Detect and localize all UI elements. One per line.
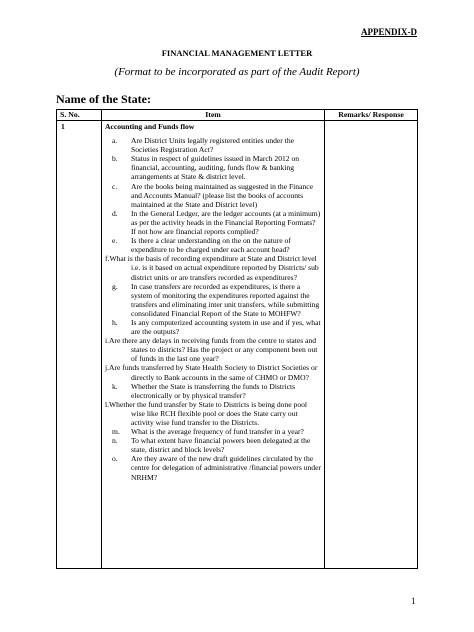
- financial-management-table: [56, 109, 418, 569]
- table-row: [57, 121, 418, 569]
- state-name-label: Name of the State:: [56, 92, 151, 106]
- question-item: [105, 382, 321, 400]
- question-text: What is the average frequency of fund transfer in a year?: [131, 427, 304, 437]
- question-label: h.: [112, 317, 118, 327]
- question-item: [105, 363, 321, 381]
- question-item: [105, 254, 321, 281]
- question-text: Are District Units legally registered entities under the Societies Registration Act?: [131, 136, 295, 155]
- table-header-row: [57, 110, 418, 121]
- question-text: Are there any delays in receiving funds from the centre to states and states to districts? Has the project or any component been out of funds in the last one year?: [109, 336, 318, 364]
- question-label: o.: [112, 454, 118, 464]
- appendix-label: APPENDIX-D: [361, 27, 417, 37]
- question-label: n.: [112, 436, 118, 446]
- question-item: [105, 400, 321, 427]
- question-text: In case transfers are recorded as expenditures, is there a system of monitoring the expenditures reported against the transfers and eliminating inter unit transfers, while submitting consolidated Financial Report of the State to MOHFW?: [131, 281, 320, 318]
- question-label: i.: [105, 336, 110, 346]
- question-item: [105, 282, 321, 318]
- column-header-item: Item: [102, 110, 325, 121]
- question-text: Is any computerized accounting system in use and if yes, what are the outputs?: [131, 317, 321, 337]
- question-text: In the General Ledger, are the ledger accounts (at a minimum) as per the activity heads in the Financial Reporting Formats? If not how are financial reports complied?: [131, 208, 321, 237]
- remarks-cell: [325, 121, 418, 569]
- question-label: k.: [112, 381, 118, 391]
- question-text: Whether the fund transfer by State to Districts is being done pool wise like RCH flexible pool or does the State carry out activity wise fund transfer to the Districts.: [109, 399, 308, 427]
- question-label: l.: [105, 399, 110, 409]
- question-label: a.: [112, 136, 118, 146]
- question-label: f.: [105, 254, 110, 264]
- question-label: e.: [112, 236, 118, 246]
- column-header-sno: S. No.: [57, 110, 102, 121]
- question-list: [105, 136, 321, 482]
- question-label: c.: [112, 181, 118, 191]
- document-subtitle: (Format to be incorporated as part of the Audit Report): [114, 66, 360, 78]
- question-label: m.: [112, 427, 120, 437]
- question-label: j.: [105, 363, 110, 373]
- question-item: [105, 136, 321, 154]
- question-text: What is the basis of recording expenditure at State and District level i.e. is it based on actual expenditure reported by Districts/ sub district units or are transfers recorded as expenditures?: [109, 254, 319, 282]
- question-text: To what extent have financial powers been delegated at the state, district and block levels?: [131, 436, 311, 455]
- question-text: Are the books being maintained as suggested in the Finance and Accounts Manual? (please list the books of accounts maintained at the State and District level): [131, 181, 313, 209]
- question-item: [105, 454, 321, 481]
- question-item: [105, 236, 321, 254]
- question-label: b.: [112, 154, 118, 164]
- question-text: Are funds transferred by State Health Society to District Societies or directly to Bank accounts in the same of CHMO or DMO?: [109, 363, 318, 382]
- question-item: [105, 182, 321, 209]
- question-item: [105, 336, 321, 363]
- question-label: d.: [112, 208, 118, 218]
- question-item: [105, 209, 321, 236]
- question-item: [105, 318, 321, 336]
- row-sno: 1: [57, 121, 102, 569]
- column-header-remarks: Remarks/ Response: [325, 110, 418, 121]
- section-title: Accounting and Funds flow: [105, 122, 195, 131]
- question-text: Status in respect of guidelines issued in March 2012 on financial, accounting, auditing, funds flow & banking arrangements at State & district level.: [131, 154, 300, 182]
- document-title: FINANCIAL MANAGEMENT LETTER: [161, 48, 313, 58]
- question-label: g.: [112, 281, 118, 291]
- question-text: Whether the State is transferring the funds to Districts electronically or by physical transfer?: [131, 381, 296, 400]
- question-item: [105, 427, 321, 436]
- question-text: Are they aware of the new draft guidelines circulated by the centre for delegation of administrative /financial powers under NRHM?: [131, 454, 321, 482]
- question-item: [105, 436, 321, 454]
- page-number: 1: [411, 596, 416, 606]
- row-item-cell: [102, 121, 325, 569]
- question-text: Is there a clear understanding on the on the nature of expenditure to be charged under each account head?: [131, 236, 291, 255]
- question-item: [105, 154, 321, 181]
